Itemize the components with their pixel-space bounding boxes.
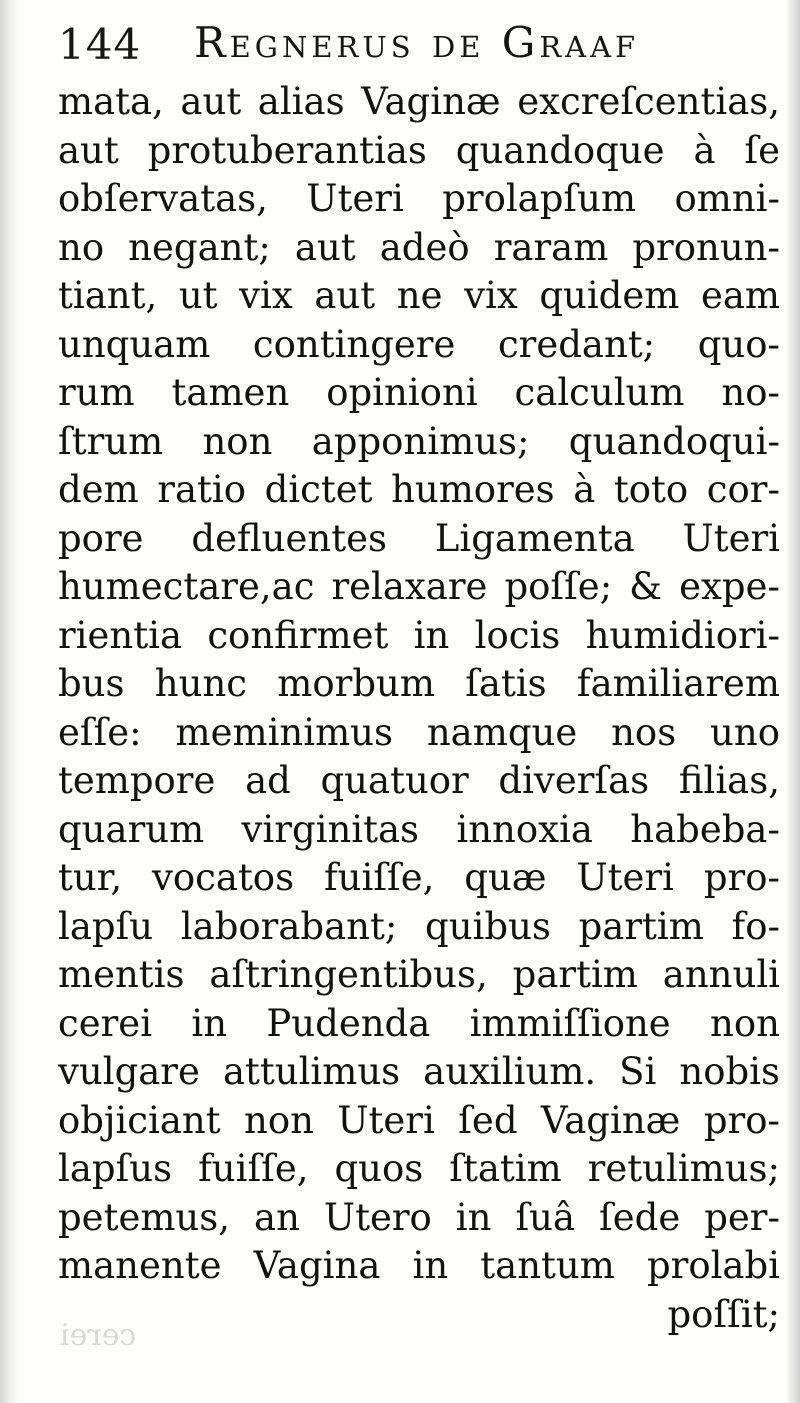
show-through-text: cerei bbox=[60, 1318, 137, 1353]
catchword: poſſit; bbox=[667, 1292, 780, 1336]
text-line: pore defluentes Ligamenta Uteri bbox=[58, 516, 780, 560]
text-line: lapſu laborabant; quibus partim fo- bbox=[58, 904, 780, 948]
text-line: vulgare attulimus auxilium. Si nobis bbox=[58, 1050, 780, 1093]
text-line: aut protuberantias quandoque à ſe bbox=[58, 128, 780, 172]
text-line: dem ratio dictet humores à toto cor- bbox=[58, 468, 780, 511]
running-head bbox=[58, 14, 778, 74]
text-line: obſervatas, Uteri prolapſum omni- bbox=[58, 177, 780, 220]
text-line: quarum virginitas innoxia habeba- bbox=[58, 807, 780, 851]
text-line: mentis aſtringentibus, partim annuli bbox=[58, 953, 780, 996]
text-line: ſtrum non apponimus; quandoqui- bbox=[58, 419, 780, 463]
text-line: tiant, ut vix aut ne vix quidem eam bbox=[58, 274, 780, 317]
text-line: tur, vocatos fuiſſe, quæ Uteri pro- bbox=[58, 856, 780, 899]
text-line: lapſus fuiſſe, quos ſtatim retulimus; bbox=[58, 1147, 780, 1190]
body-text bbox=[58, 78, 780, 1339]
text-line: mata, aut alias Vaginæ excreſcentias, bbox=[58, 80, 780, 123]
page-edge-shadow bbox=[786, 0, 800, 1403]
text-line: tempore ad quatuor diverſas filias, bbox=[58, 759, 780, 802]
gutter-shadow bbox=[0, 0, 18, 1403]
text-line: manente Vagina in tantum prolabi bbox=[58, 1244, 780, 1287]
text-line: humectare,ac relaxare poſſe; & expe- bbox=[58, 565, 780, 608]
text-line: no negant; aut adeò raram pronun- bbox=[58, 225, 780, 269]
text-line: bus hunc morbum ſatis familiarem bbox=[58, 662, 780, 705]
text-line: rum tamen opinioni calculum no- bbox=[58, 371, 780, 414]
text-line: rientia confirmet in locis humidiori- bbox=[58, 613, 780, 657]
text-line: petemus, an Utero in ſuâ ſede per- bbox=[58, 1195, 780, 1239]
running-title: Regnerus de Graaf bbox=[194, 18, 640, 67]
text-line: eſſe: meminimus namque nos uno bbox=[58, 710, 780, 754]
text-line: unquam contingere credant; quo- bbox=[58, 322, 780, 366]
text-line: objiciant non Uteri ſed Vaginæ pro- bbox=[58, 1098, 780, 1142]
text-line: cerei in Pudenda immiſſione non bbox=[58, 1001, 780, 1045]
page-number: 144 bbox=[58, 20, 142, 69]
